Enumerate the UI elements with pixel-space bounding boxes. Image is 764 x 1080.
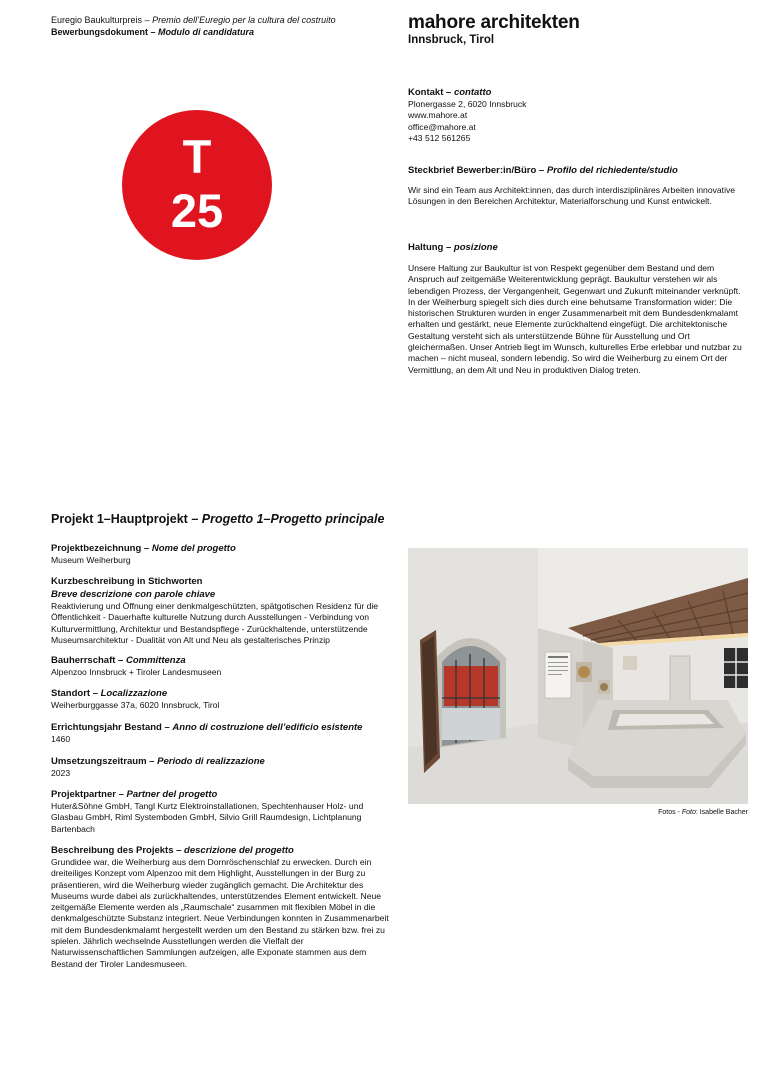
project-client-heading: Bauherrschaft – Committenza xyxy=(51,655,186,666)
contact-email[interactable]: office@mahore.at xyxy=(408,121,476,132)
project-summary-value: Reaktivierung und Öffnung einer denkmalgeschützten, spätgotischen Residenz für die Öffentlichkeit - Dauerhafte kulturelle Nutzung durch Ausstellungen - Verbindung von Kulturvermittlung, Architektur und Bestandspflege - Zurückhaltende, unterstützende Museumsarchitektur - Dualität von Alt und Neu als gestalterisches Prinzip xyxy=(51,601,379,645)
project-year-heading: Errichtungsjahr Bestand – Anno di costruzione dell’edificio esistente xyxy=(51,722,363,733)
project-name-heading: Projektbezeichnung – Nome del progetto xyxy=(51,543,236,554)
project-client-field xyxy=(51,654,391,678)
contact-website[interactable]: www.mahore.at xyxy=(408,110,468,121)
contact-phone: +43 512 561265 xyxy=(408,132,471,143)
stance-heading: Haltung – posizione xyxy=(408,242,498,253)
project-summary-heading-it: Breve descrizione con parole chiave xyxy=(51,589,216,600)
project-location-field xyxy=(51,687,391,711)
contact-section xyxy=(408,86,748,144)
firm-location: Innsbruck, Tirol xyxy=(408,34,495,46)
project-year-field xyxy=(51,721,391,745)
profile-text: Wir sind ein Team aus Architekt:innen, das durch interdisziplinäres Arbeiten innovative Lösungen in den Bereichen Architektur, Materialforschung und Kunst entwickelt. xyxy=(408,185,736,207)
stance-text: Unsere Haltung zur Baukultur ist von Respekt gegenüber dem Bestand und dem Anspruch auf zeitgemäße Weiterentwicklung geprägt. Baukultur verstehen wir als lebendigen Prozess, der Vergangenheit, Gegenwart und Zukunft miteinander verknüpft. In der Weiherburg spiegelt sich dies durch eine behutsame Transformation wider: Die historischen Strukturen wurden in enger Zusammenarbeit mit dem Bundesdenkmalamt erhalten und gestärkt, neue Elemente zurückhaltend eingefügt. Die architektonische Gestaltung versteht sich als unterstützende Bühne für Ausstellung und Ort gleichermaßen. Unser Antrieb liegt im Wunsch, kulturelles Erbe erlebbar und nutzbar zu machen – nicht museal, sondern lebendig. So wird die Weiherburg zu einem Ort der Vermittlung, an dem Alt und Neu in produktiven Dialog treten. xyxy=(408,263,742,375)
project-year-value: 1460 xyxy=(51,734,71,744)
project-partners-heading: Projektpartner – Partner del progetto xyxy=(51,789,218,800)
stance-section xyxy=(408,241,748,376)
profile-heading: Steckbrief Bewerber:in/Büro – Profilo del richiedente/studio xyxy=(408,165,678,176)
contact-heading: Kontakt – contatto xyxy=(408,87,492,98)
project-name-value: Museum Weiherburg xyxy=(51,555,131,565)
museum-interior-illustration xyxy=(408,548,748,804)
project-partners-field xyxy=(51,788,391,835)
project-photo xyxy=(408,548,748,804)
firm-block xyxy=(408,12,748,46)
project-period-heading: Umsetzungszeitraum – Periodo di realizzazione xyxy=(51,756,265,767)
document-header xyxy=(51,14,391,38)
header-line-1: Euregio Baukulturpreis – Premio dell’Euregio per la cultura del costruito xyxy=(51,15,336,25)
project-period-field xyxy=(51,755,391,779)
project-description-value: Grundidee war, die Weiherburg aus dem Dornröschenschlaf zu erwecken. Durch ein dreiteiliges Konzept vom Alpenzoo mit dem Highlight, Ausstellungen in der Burg zu präsentieren, wird die Weiherburg wieder zugänglich gemacht. Die Architektur des Museums wurde dabei als zurückhaltendes, unterstützendes Element entwickelt. Neue zeitgemäße Elemente werden als „Raumschale“ zusammen mit flexiblen Möbel in die denkmalgeschützte Substanz integriert. Neue Verbindungen konnten in Zusammenarbeit mit dem Bundesdenkmalamt hergestellt werden um den Bestand zu stärken bzw. frei zu spielen. Jährlich wechselnde Ausstellungen werden die Vielfalt der Naturwissenschaftlichen Sammlungen aufzeigen, alle Exponate stammen aus dem Bestand der Tiroler Landesmuseen. xyxy=(51,857,389,969)
contact-address: Plonergasse 2, 6020 Innsbruck xyxy=(408,99,527,109)
project-title: Projekt 1–Hauptprojekt – Progetto 1–Progetto principale xyxy=(51,512,385,526)
profile-section xyxy=(408,164,748,208)
photo-caption: Fotos - Foto: Isabelle Bacher xyxy=(658,809,748,816)
project-description-field xyxy=(51,844,391,970)
project-summary-field xyxy=(51,575,391,646)
project-period-value: 2023 xyxy=(51,768,71,778)
project-location-value: Weiherburggasse 37a, 6020 Innsbruck, Tirol xyxy=(51,700,220,710)
firm-name: mahore architekten xyxy=(408,12,580,33)
header-line-2: Bewerbungsdokument – Modulo di candidatura xyxy=(51,27,255,37)
project-name-field xyxy=(51,542,391,566)
project-description-heading: Beschreibung des Projekts – descrizione del progetto xyxy=(51,845,294,856)
project-partners-value: Huter&Söhne GmbH, Tangl Kurtz Elektroinstallationen, Spechtenhauser Holz- und Glasbau GmbH, Riml Systemboden GmbH, Silvio Grill Raumdesign, Lichtplanung Bartenbach xyxy=(51,801,364,834)
t25-badge: T 25 xyxy=(122,110,272,260)
project-summary-heading: Kurzbeschreibung in Stichworten xyxy=(51,576,203,587)
project-client-value: Alpenzoo Innsbruck + Tiroler Landesmuseen xyxy=(51,667,222,677)
project-location-heading: Standort – Localizzazione xyxy=(51,688,168,699)
